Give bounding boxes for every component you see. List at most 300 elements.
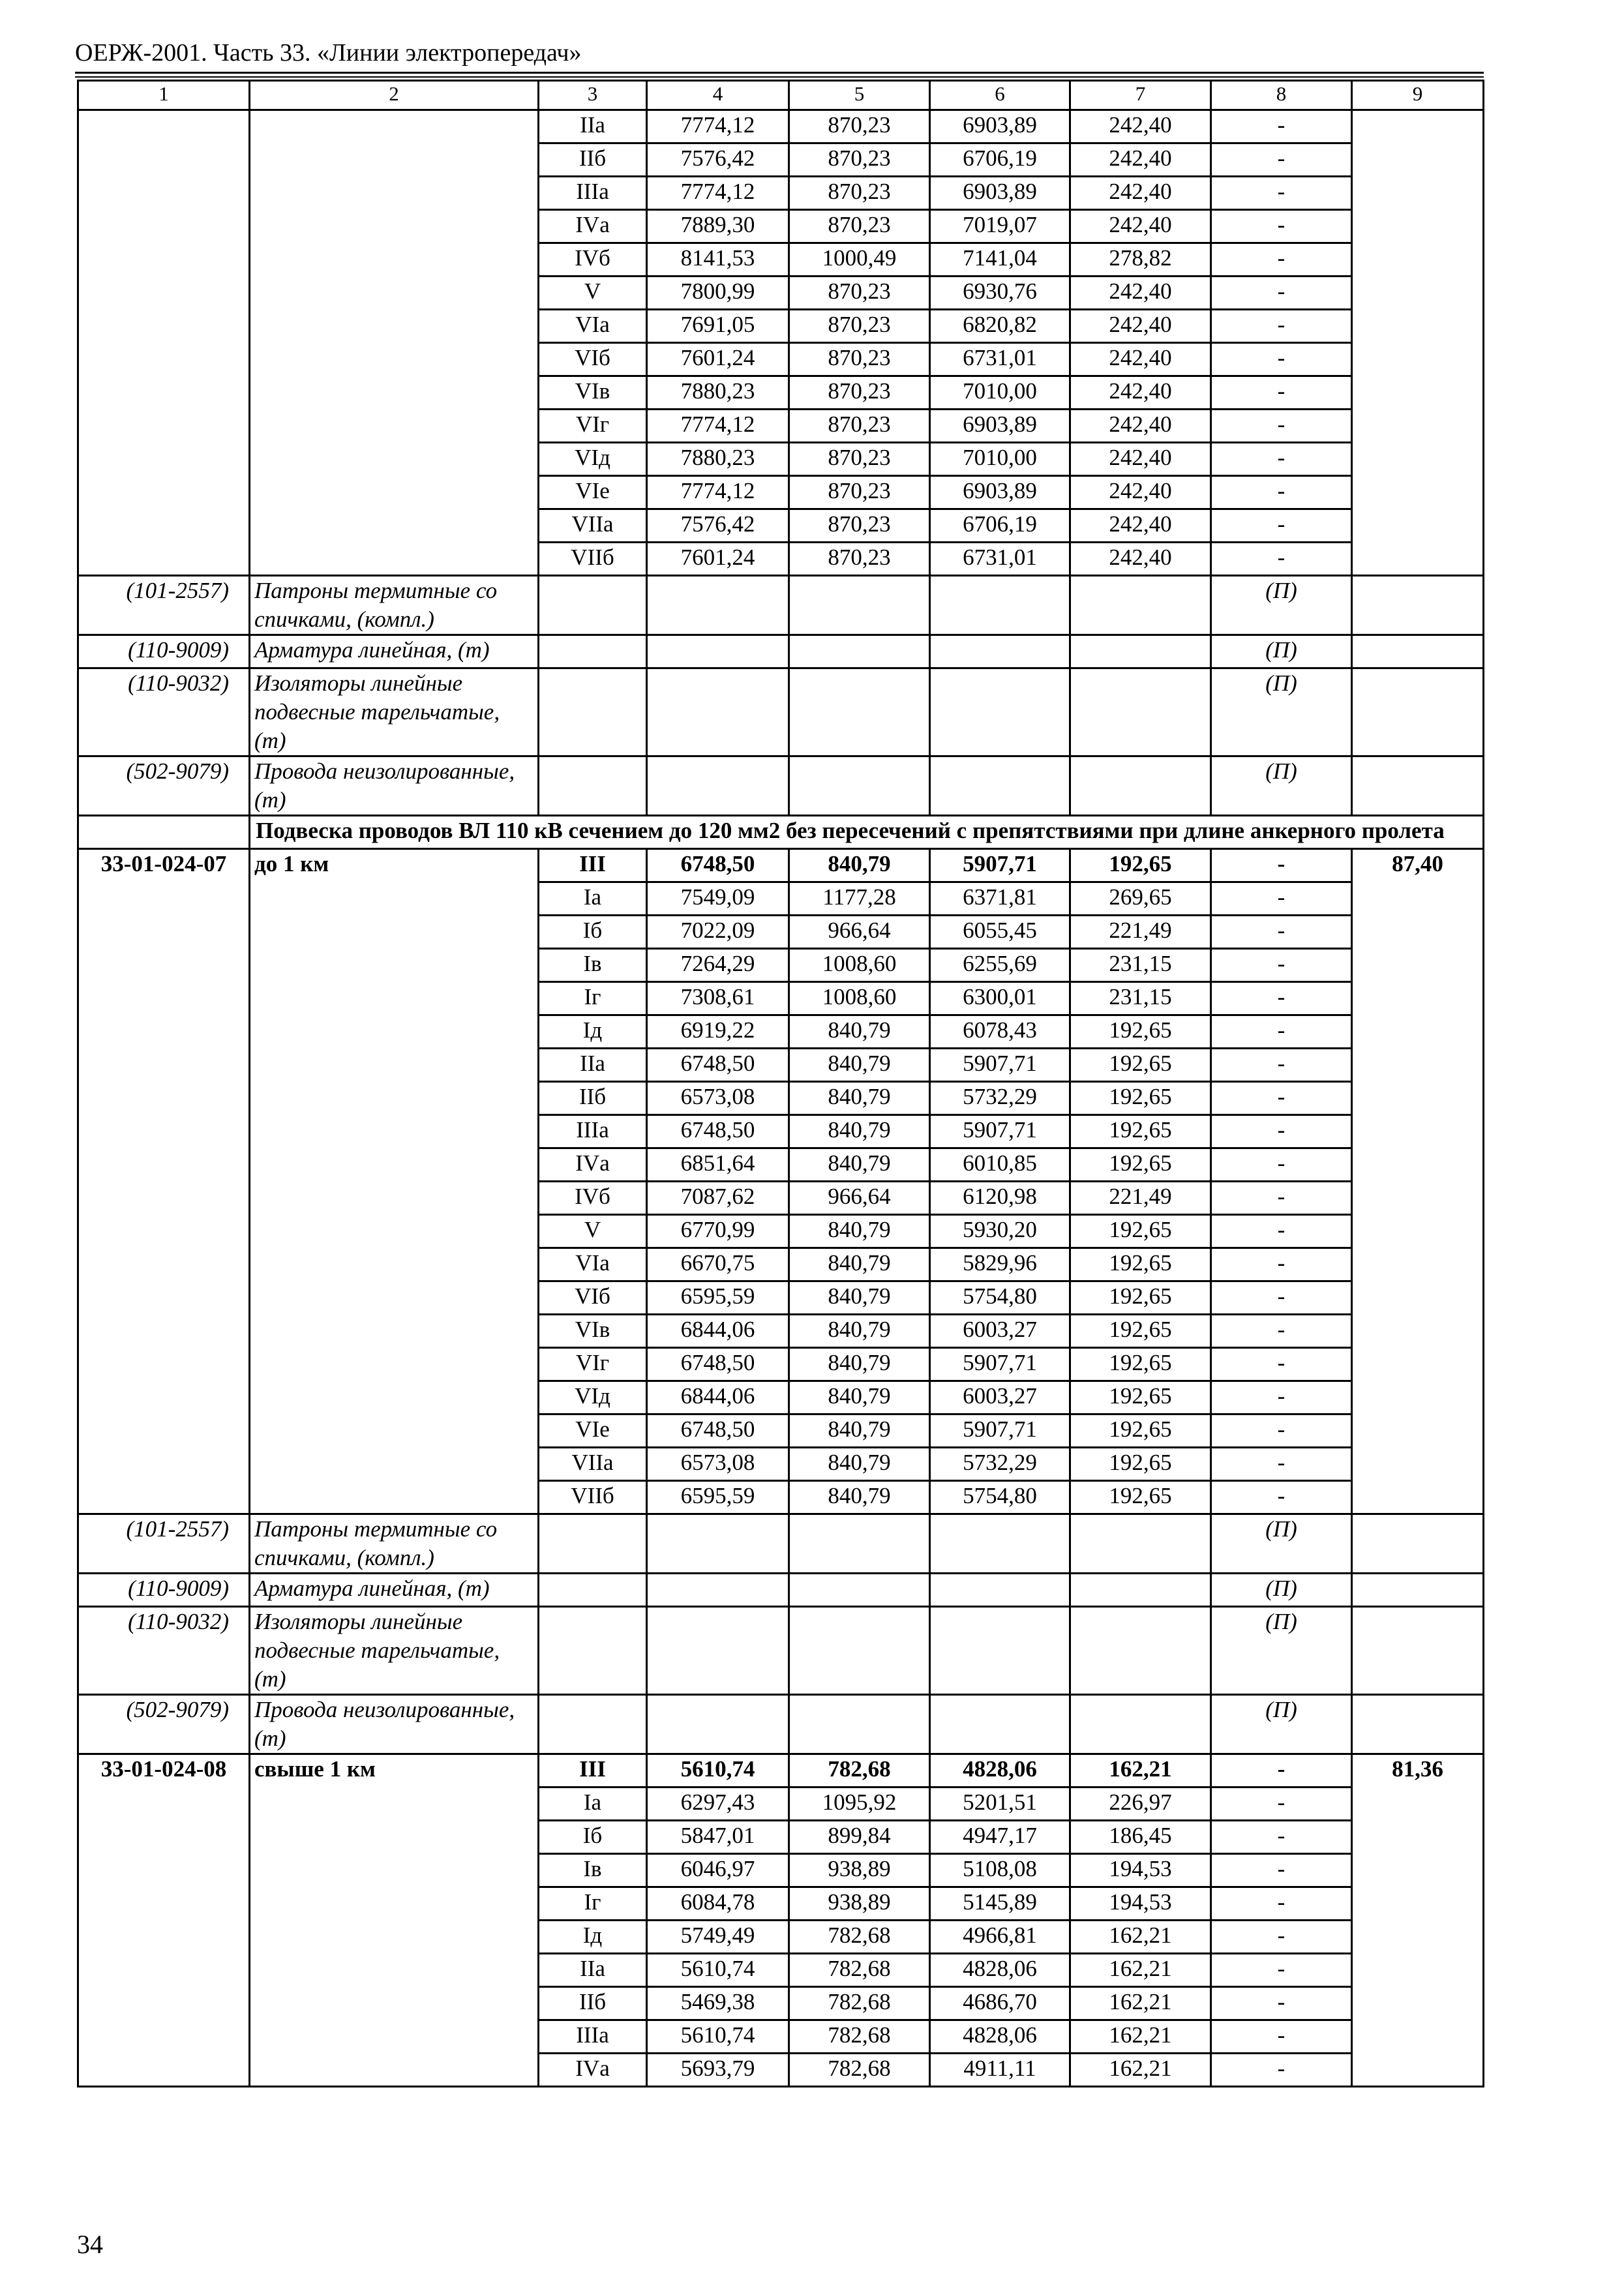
labor-cost-cell: 840,79: [789, 1281, 930, 1315]
cost-total-cell: 7308,61: [647, 982, 789, 1015]
regime-cell: Iг: [539, 1887, 647, 1921]
regime-cell: IVа: [539, 1148, 647, 1182]
operator-pay-cell: 186,45: [1070, 1821, 1211, 1854]
header-rule: [75, 72, 1484, 74]
cost-total-cell: 7774,12: [647, 410, 789, 443]
material-unit-flag: (П): [1211, 1695, 1352, 1754]
operator-pay-cell: 162,21: [1070, 1987, 1211, 2020]
materials-cell: -: [1211, 543, 1352, 576]
regime-cell: VIIб: [539, 1481, 647, 1514]
material-name: Изоляторы линейные подвесные тарельчатые, (т): [250, 1607, 539, 1695]
operator-pay-cell: 162,21: [1070, 1954, 1211, 1987]
header-rule: [75, 76, 1484, 78]
empty-cell: [789, 1607, 930, 1695]
machine-cost-cell: 7141,04: [930, 243, 1070, 277]
materials-cell: -: [1211, 1049, 1352, 1082]
column-number-header: 9: [1352, 81, 1484, 110]
machine-cost-cell: 6731,01: [930, 343, 1070, 376]
regime-cell: VIв: [539, 376, 647, 410]
machine-cost-cell: 5907,71: [930, 849, 1070, 882]
labor-cost-cell: 840,79: [789, 1414, 930, 1448]
regime-cell: V: [539, 277, 647, 310]
empty-cell: [1070, 635, 1211, 668]
material-row: [78, 635, 1484, 668]
regime-cell: Iа: [539, 882, 647, 916]
regime-cell: III: [539, 1754, 647, 1788]
labor-hours-cell: 81,36: [1352, 1754, 1484, 2087]
empty-cell: [539, 1607, 647, 1695]
cost-total-cell: 6297,43: [647, 1788, 789, 1821]
operator-pay-cell: 242,40: [1070, 410, 1211, 443]
materials-cell: -: [1211, 110, 1352, 143]
machine-cost-cell: 4966,81: [930, 1921, 1070, 1954]
cost-total-cell: 6670,75: [647, 1248, 789, 1281]
material-name: Изоляторы линейные подвесные тарельчатые, (т): [250, 668, 539, 756]
operator-pay-cell: 162,21: [1070, 2020, 1211, 2054]
code-cell: 33-01-024-07: [78, 849, 250, 1514]
machine-cost-cell: 6003,27: [930, 1381, 1070, 1414]
materials-cell: -: [1211, 1082, 1352, 1115]
regime-cell: VIа: [539, 1248, 647, 1281]
machine-cost-cell: 6706,19: [930, 509, 1070, 543]
operator-pay-cell: 242,40: [1070, 476, 1211, 509]
labor-cost-cell: 870,23: [789, 177, 930, 210]
empty-cell: [539, 1695, 647, 1754]
operator-pay-cell: 192,65: [1070, 1381, 1211, 1414]
operator-pay-cell: 242,40: [1070, 310, 1211, 343]
empty-cell: [1352, 1695, 1484, 1754]
empty-cell: [930, 668, 1070, 756]
machine-cost-cell: 5732,29: [930, 1082, 1070, 1115]
labor-cost-cell: 870,23: [789, 143, 930, 177]
regime-cell: VIIб: [539, 543, 647, 576]
machine-cost-cell: 5907,71: [930, 1049, 1070, 1082]
operator-pay-cell: 192,65: [1070, 1115, 1211, 1148]
labor-cost-cell: 870,23: [789, 443, 930, 476]
material-row: [78, 756, 1484, 816]
labor-cost-cell: 870,23: [789, 376, 930, 410]
section-title-row: [78, 816, 1484, 849]
labor-cost-cell: 1177,28: [789, 882, 930, 916]
machine-cost-cell: 6903,89: [930, 177, 1070, 210]
empty-cell: [1070, 1574, 1211, 1607]
machine-cost-cell: 4828,06: [930, 1954, 1070, 1987]
materials-cell: -: [1211, 310, 1352, 343]
empty-cell: [930, 635, 1070, 668]
machine-cost-cell: 6255,69: [930, 949, 1070, 982]
labor-cost-cell: 938,89: [789, 1854, 930, 1887]
empty-cell: [789, 576, 930, 635]
empty-cell: [930, 1514, 1070, 1574]
operator-pay-cell: 192,65: [1070, 1281, 1211, 1315]
empty-cell: [78, 816, 250, 849]
operator-pay-cell: 242,40: [1070, 543, 1211, 576]
cost-total-cell: 6046,97: [647, 1854, 789, 1887]
machine-cost-cell: 6903,89: [930, 476, 1070, 509]
regime-cell: VIе: [539, 1414, 647, 1448]
operator-pay-cell: 192,65: [1070, 1215, 1211, 1248]
cost-total-cell: 5749,49: [647, 1921, 789, 1954]
materials-cell: -: [1211, 410, 1352, 443]
machine-cost-cell: 6010,85: [930, 1148, 1070, 1182]
rates-table-body: [78, 81, 1484, 2087]
regime-cell: Iд: [539, 1015, 647, 1049]
section-title: Подвеска проводов ВЛ 110 кВ сечением до 120 мм2 без пересечений с препятствиями при длине анкерного пролета: [250, 816, 1484, 849]
material-unit-flag: (П): [1211, 1607, 1352, 1695]
empty-cell: [789, 1695, 930, 1754]
cost-total-cell: 6573,08: [647, 1448, 789, 1481]
cost-total-cell: 7800,99: [647, 277, 789, 310]
labor-cost-cell: 870,23: [789, 110, 930, 143]
materials-cell: -: [1211, 1414, 1352, 1448]
labor-cost-cell: 870,23: [789, 509, 930, 543]
empty-cell: [539, 668, 647, 756]
labor-cost-cell: 840,79: [789, 1115, 930, 1148]
materials-cell: -: [1211, 243, 1352, 277]
table-row: [78, 1754, 1484, 1788]
empty-cell: [1070, 756, 1211, 816]
cost-total-cell: 6748,50: [647, 1414, 789, 1448]
cost-total-cell: 7601,24: [647, 343, 789, 376]
regime-cell: VIIа: [539, 1448, 647, 1481]
operator-pay-cell: 242,40: [1070, 110, 1211, 143]
material-code: (110-9009): [78, 1574, 250, 1607]
column-number-header: 2: [250, 81, 539, 110]
labor-cost-cell: 782,68: [789, 1754, 930, 1788]
regime-cell: Iд: [539, 1921, 647, 1954]
regime-cell: IVа: [539, 2054, 647, 2087]
materials-cell: -: [1211, 509, 1352, 543]
machine-cost-cell: 6300,01: [930, 982, 1070, 1015]
materials-cell: -: [1211, 1448, 1352, 1481]
labor-cost-cell: 840,79: [789, 1148, 930, 1182]
regime-cell: Iа: [539, 1788, 647, 1821]
operator-pay-cell: 192,65: [1070, 1082, 1211, 1115]
regime-cell: VIб: [539, 1281, 647, 1315]
cost-total-cell: 7889,30: [647, 210, 789, 243]
machine-cost-cell: 5907,71: [930, 1115, 1070, 1148]
material-unit-flag: (П): [1211, 635, 1352, 668]
material-code: (101-2557): [78, 576, 250, 635]
empty-cell: [647, 1514, 789, 1574]
cost-total-cell: 6573,08: [647, 1082, 789, 1115]
materials-cell: -: [1211, 376, 1352, 410]
machine-cost-cell: 5145,89: [930, 1887, 1070, 1921]
labor-cost-cell: 840,79: [789, 1348, 930, 1381]
operator-pay-cell: 192,65: [1070, 1414, 1211, 1448]
empty-cell: [647, 1607, 789, 1695]
empty-cell: [789, 668, 930, 756]
empty-cell: [539, 1574, 647, 1607]
cost-total-cell: 6748,50: [647, 1049, 789, 1082]
column-number-header: 7: [1070, 81, 1211, 110]
materials-cell: -: [1211, 916, 1352, 949]
materials-cell: -: [1211, 443, 1352, 476]
regime-cell: IIб: [539, 1082, 647, 1115]
cost-total-cell: 5610,74: [647, 2020, 789, 2054]
materials-cell: -: [1211, 1788, 1352, 1821]
labor-cost-cell: 870,23: [789, 543, 930, 576]
labor-cost-cell: 782,68: [789, 1954, 930, 1987]
empty-cell: [647, 756, 789, 816]
cost-total-cell: 7880,23: [647, 443, 789, 476]
column-number-header: 1: [78, 81, 250, 110]
materials-cell: -: [1211, 177, 1352, 210]
machine-cost-cell: 5732,29: [930, 1448, 1070, 1481]
machine-cost-cell: 5829,96: [930, 1248, 1070, 1281]
rates-table: [77, 80, 1484, 2087]
materials-cell: -: [1211, 882, 1352, 916]
operator-pay-cell: 242,40: [1070, 509, 1211, 543]
labor-cost-cell: 782,68: [789, 1921, 930, 1954]
materials-cell: -: [1211, 1215, 1352, 1248]
empty-cell: [647, 1695, 789, 1754]
materials-cell: -: [1211, 143, 1352, 177]
regime-cell: VIг: [539, 410, 647, 443]
labor-cost-cell: 840,79: [789, 1082, 930, 1115]
cost-total-cell: 6748,50: [647, 849, 789, 882]
materials-cell: -: [1211, 1015, 1352, 1049]
materials-cell: -: [1211, 1248, 1352, 1281]
material-row: [78, 1574, 1484, 1607]
regime-cell: IIIа: [539, 1115, 647, 1148]
machine-cost-cell: 5754,80: [930, 1481, 1070, 1514]
material-code: (110-9009): [78, 635, 250, 668]
material-name: Арматура линейная, (т): [250, 1574, 539, 1607]
machine-cost-cell: 6371,81: [930, 882, 1070, 916]
cost-total-cell: 6770,99: [647, 1215, 789, 1248]
material-row: [78, 1607, 1484, 1695]
cost-total-cell: 7576,42: [647, 509, 789, 543]
cost-total-cell: 6919,22: [647, 1015, 789, 1049]
operator-pay-cell: 194,53: [1070, 1854, 1211, 1887]
labor-cost-cell: 1008,60: [789, 982, 930, 1015]
materials-cell: -: [1211, 210, 1352, 243]
empty-cell: [930, 1607, 1070, 1695]
cost-total-cell: 5610,74: [647, 1754, 789, 1788]
labor-cost-cell: 840,79: [789, 1448, 930, 1481]
operator-pay-cell: 242,40: [1070, 443, 1211, 476]
page-number: 34: [77, 2230, 103, 2259]
regime-cell: IVб: [539, 1182, 647, 1215]
cost-total-cell: 6844,06: [647, 1315, 789, 1348]
cost-total-cell: 6748,50: [647, 1348, 789, 1381]
labor-hours-cell: 87,40: [1352, 849, 1484, 1514]
regime-cell: VIв: [539, 1315, 647, 1348]
machine-cost-cell: 6903,89: [930, 410, 1070, 443]
material-row: [78, 668, 1484, 756]
operator-pay-cell: 242,40: [1070, 277, 1211, 310]
labor-cost-cell: 840,79: [789, 1049, 930, 1082]
machine-cost-cell: 5754,80: [930, 1281, 1070, 1315]
regime-cell: VIг: [539, 1348, 647, 1381]
material-unit-flag: (П): [1211, 576, 1352, 635]
materials-cell: -: [1211, 1954, 1352, 1987]
operator-pay-cell: 192,65: [1070, 1015, 1211, 1049]
machine-cost-cell: 6120,98: [930, 1182, 1070, 1215]
name-cell: свыше 1 км: [250, 1754, 539, 2087]
labor-cost-cell: 870,23: [789, 343, 930, 376]
labor-cost-cell: 1008,60: [789, 949, 930, 982]
labor-hours-cell: [1352, 110, 1484, 576]
operator-pay-cell: 192,65: [1070, 1348, 1211, 1381]
empty-cell: [539, 635, 647, 668]
empty-cell: [647, 1574, 789, 1607]
regime-cell: VIа: [539, 310, 647, 343]
labor-cost-cell: 870,23: [789, 210, 930, 243]
operator-pay-cell: 242,40: [1070, 376, 1211, 410]
materials-cell: -: [1211, 1148, 1352, 1182]
cost-total-cell: 6851,64: [647, 1148, 789, 1182]
empty-cell: [539, 1514, 647, 1574]
empty-cell: [930, 756, 1070, 816]
operator-pay-cell: 242,40: [1070, 143, 1211, 177]
material-unit-flag: (П): [1211, 1574, 1352, 1607]
labor-cost-cell: 938,89: [789, 1887, 930, 1921]
labor-cost-cell: 840,79: [789, 849, 930, 882]
empty-cell: [789, 1574, 930, 1607]
empty-cell: [647, 576, 789, 635]
regime-cell: VIд: [539, 443, 647, 476]
operator-pay-cell: 162,21: [1070, 1754, 1211, 1788]
table-row: [78, 110, 1484, 143]
material-code: (101-2557): [78, 1514, 250, 1574]
regime-cell: IIа: [539, 110, 647, 143]
operator-pay-cell: 192,65: [1070, 1315, 1211, 1348]
page-header-title: ОЕРЖ-2001. Часть 33. «Линии электропередач»: [75, 39, 582, 67]
materials-cell: -: [1211, 343, 1352, 376]
machine-cost-cell: 6903,89: [930, 110, 1070, 143]
column-number-header: 4: [647, 81, 789, 110]
regime-cell: IIа: [539, 1049, 647, 1082]
material-code: (502-9079): [78, 756, 250, 816]
material-name: Патроны термитные со спичками, (компл.): [250, 576, 539, 635]
cost-total-cell: 7774,12: [647, 110, 789, 143]
table-row: [78, 849, 1484, 882]
labor-cost-cell: 966,64: [789, 916, 930, 949]
operator-pay-cell: 226,97: [1070, 1788, 1211, 1821]
empty-cell: [647, 668, 789, 756]
machine-cost-cell: 7010,00: [930, 443, 1070, 476]
empty-cell: [1070, 1695, 1211, 1754]
column-number-header: 6: [930, 81, 1070, 110]
empty-cell: [930, 1574, 1070, 1607]
machine-cost-cell: 5907,71: [930, 1348, 1070, 1381]
cost-total-cell: 5610,74: [647, 1954, 789, 1987]
cost-total-cell: 7880,23: [647, 376, 789, 410]
labor-cost-cell: 782,68: [789, 2020, 930, 2054]
column-number-header: 5: [789, 81, 930, 110]
labor-cost-cell: 840,79: [789, 1315, 930, 1348]
material-unit-flag: (П): [1211, 756, 1352, 816]
empty-cell: [1352, 1607, 1484, 1695]
operator-pay-cell: 221,49: [1070, 1182, 1211, 1215]
empty-cell: [647, 635, 789, 668]
materials-cell: -: [1211, 1987, 1352, 2020]
machine-cost-cell: 6731,01: [930, 543, 1070, 576]
machine-cost-cell: 6820,82: [930, 310, 1070, 343]
materials-cell: -: [1211, 2054, 1352, 2087]
material-unit-flag: (П): [1211, 668, 1352, 756]
labor-cost-cell: 782,68: [789, 1987, 930, 2020]
cost-total-cell: 7691,05: [647, 310, 789, 343]
labor-cost-cell: 840,79: [789, 1215, 930, 1248]
cost-total-cell: 6595,59: [647, 1281, 789, 1315]
empty-cell: [789, 635, 930, 668]
regime-cell: IIIа: [539, 177, 647, 210]
name-cell: до 1 км: [250, 849, 539, 1514]
regime-cell: VIе: [539, 476, 647, 509]
materials-cell: -: [1211, 1887, 1352, 1921]
operator-pay-cell: 242,40: [1070, 343, 1211, 376]
labor-cost-cell: 899,84: [789, 1821, 930, 1854]
materials-cell: -: [1211, 2020, 1352, 2054]
operator-pay-cell: 242,40: [1070, 177, 1211, 210]
operator-pay-cell: 192,65: [1070, 849, 1211, 882]
materials-cell: -: [1211, 1182, 1352, 1215]
machine-cost-cell: 5108,08: [930, 1854, 1070, 1887]
empty-cell: [1070, 1514, 1211, 1574]
operator-pay-cell: 192,65: [1070, 1481, 1211, 1514]
machine-cost-cell: 4686,70: [930, 1987, 1070, 2020]
regime-cell: IIIа: [539, 2020, 647, 2054]
labor-cost-cell: 840,79: [789, 1481, 930, 1514]
cost-total-cell: 5693,79: [647, 2054, 789, 2087]
materials-cell: -: [1211, 1854, 1352, 1887]
material-row: [78, 1514, 1484, 1574]
cost-total-cell: 7549,09: [647, 882, 789, 916]
cost-total-cell: 7576,42: [647, 143, 789, 177]
empty-cell: [1070, 1607, 1211, 1695]
code-cell: [78, 110, 250, 576]
cost-total-cell: 7264,29: [647, 949, 789, 982]
machine-cost-cell: 5930,20: [930, 1215, 1070, 1248]
regime-cell: IVб: [539, 243, 647, 277]
cost-total-cell: 8141,53: [647, 243, 789, 277]
regime-cell: Iб: [539, 916, 647, 949]
operator-pay-cell: 221,49: [1070, 916, 1211, 949]
cost-total-cell: 7774,12: [647, 476, 789, 509]
material-code: (110-9032): [78, 1607, 250, 1695]
empty-cell: [789, 1514, 930, 1574]
materials-cell: -: [1211, 1481, 1352, 1514]
labor-cost-cell: 966,64: [789, 1182, 930, 1215]
cost-total-cell: 7601,24: [647, 543, 789, 576]
material-unit-flag: (П): [1211, 1514, 1352, 1574]
materials-cell: -: [1211, 1381, 1352, 1414]
column-number-header: 3: [539, 81, 647, 110]
material-name: Арматура линейная, (т): [250, 635, 539, 668]
regime-cell: VIб: [539, 343, 647, 376]
empty-cell: [1352, 668, 1484, 756]
operator-pay-cell: 194,53: [1070, 1887, 1211, 1921]
regime-cell: VIIа: [539, 509, 647, 543]
empty-cell: [789, 756, 930, 816]
material-code: (110-9032): [78, 668, 250, 756]
empty-cell: [1070, 576, 1211, 635]
cost-total-cell: 6844,06: [647, 1381, 789, 1414]
machine-cost-cell: 7019,07: [930, 210, 1070, 243]
machine-cost-cell: 7010,00: [930, 376, 1070, 410]
labor-cost-cell: 1095,92: [789, 1788, 930, 1821]
empty-cell: [1352, 1574, 1484, 1607]
operator-pay-cell: 231,15: [1070, 949, 1211, 982]
materials-cell: -: [1211, 982, 1352, 1015]
material-name: Провода неизолированные, (т): [250, 756, 539, 816]
regime-cell: V: [539, 1215, 647, 1248]
operator-pay-cell: 231,15: [1070, 982, 1211, 1015]
regime-cell: Iг: [539, 982, 647, 1015]
